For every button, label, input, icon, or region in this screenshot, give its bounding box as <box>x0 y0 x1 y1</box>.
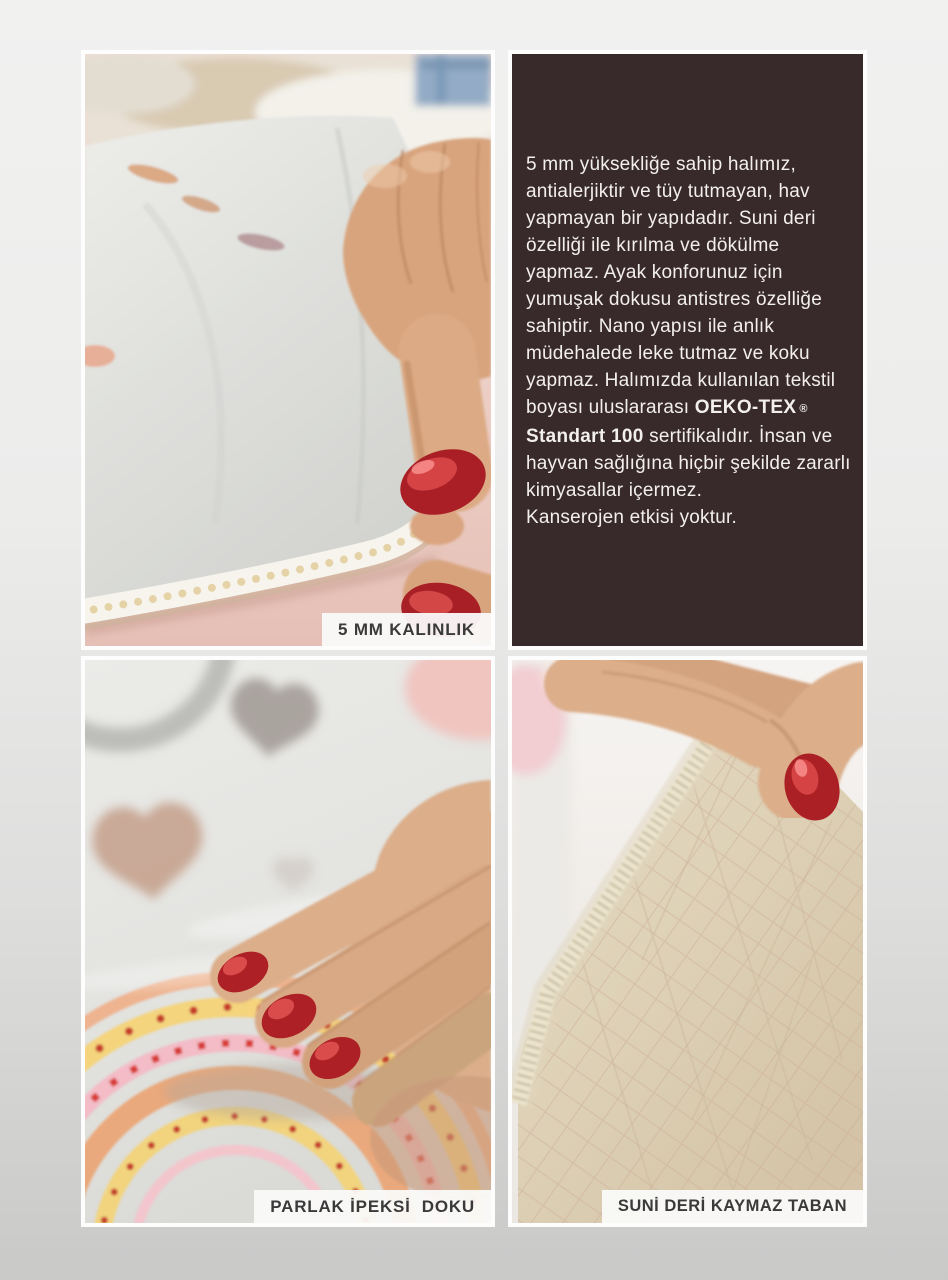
caption-texture: PARLAK İPEKSİ DOKU <box>254 1190 491 1223</box>
standard-name: Standart 100 <box>526 426 644 447</box>
photo-texture <box>81 656 495 1227</box>
thickness-photo-illustration <box>85 54 491 646</box>
caption-backing: SUNİ DERİ KAYMAZ TABAN <box>602 1190 863 1223</box>
photo-backing <box>508 656 867 1227</box>
texture-photo-illustration <box>85 660 491 1223</box>
description-part1: 5 mm yüksekliğe sahip halımız, antialerjiktir ve tüy tutmayan, hav yapmayan bir yapıdadır. Suni deri özelliği ile kırılma ve dökülme yapmaz. Ayak konforunuz için yumuşak dokusu antistres özelliğe sahiptir. Nano yapısı ile anlık müdehalede leke tutmaz ve koku yapmaz. Halımızda kullanılan tekstil boyası uluslararası <box>526 154 836 418</box>
photo-thickness <box>81 50 495 650</box>
description-part2: sertifikalıdır. İnsan ve hayvan sağlığına hiçbir şekilde zararlı kimyasallar içermez. <box>526 426 851 501</box>
description-last-line: Kanserojen etkisi yoktur. <box>526 507 737 528</box>
caption-thickness: 5 MM KALINLIK <box>322 613 491 646</box>
info-panel <box>508 50 867 650</box>
description-text <box>512 54 864 531</box>
brand-name: OEKO-TEX <box>694 397 797 418</box>
backing-photo-illustration <box>512 660 863 1223</box>
registered-mark: ® <box>799 403 808 415</box>
